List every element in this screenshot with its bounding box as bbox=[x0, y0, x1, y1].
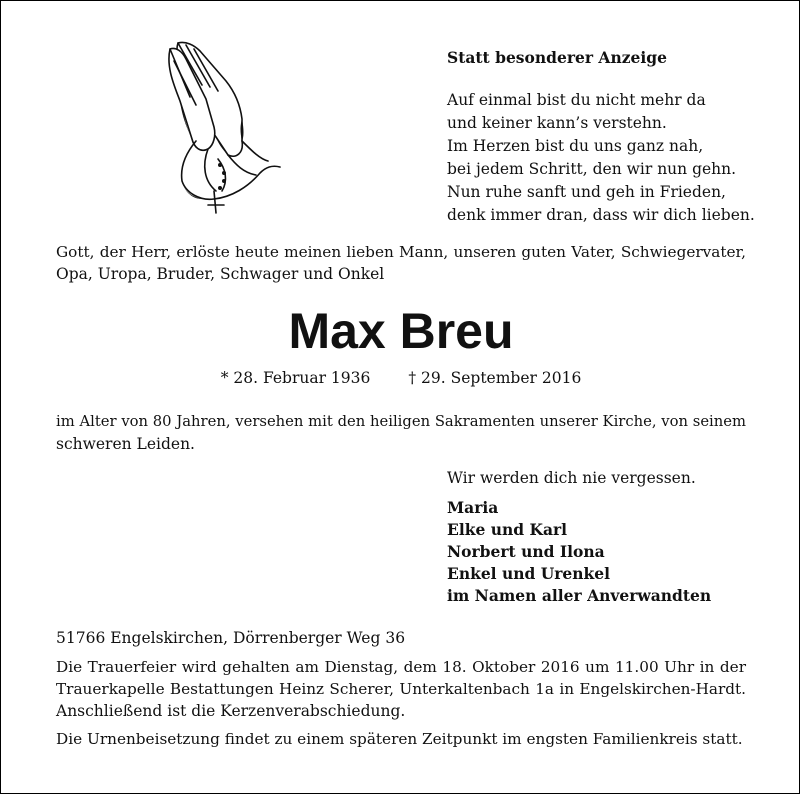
funeral-line: Die Trauerfeier wird gehalten am Dienstag, dem 18. Oktober 2016 um 11.00 Uhr in der bbox=[56, 658, 746, 676]
address: 51766 Engelskirchen, Dörrenberger Weg 36 bbox=[56, 629, 406, 647]
funeral-line: Trauerkapelle Bestattungen Heinz Scherer, Unterkaltenbach 1a in Engelskirchen-Hardt. bbox=[56, 680, 746, 698]
life-dates bbox=[1, 369, 800, 387]
praying-hands-icon bbox=[156, 41, 291, 221]
poem-line: Nun ruhe sanft und geh in Frieden, bbox=[447, 183, 726, 201]
intro-text bbox=[56, 241, 746, 285]
notice-heading: Statt besonderer Anzeige bbox=[447, 48, 667, 67]
age-text bbox=[56, 411, 746, 455]
urn-burial-text bbox=[56, 728, 746, 750]
poem-line: bei jedem Schritt, den wir nun gehn. bbox=[447, 160, 737, 178]
mourner-name: Enkel und Urenkel bbox=[447, 564, 611, 583]
birth-date: * 28. Februar 1936 bbox=[220, 369, 371, 387]
age-line: im Alter von 80 Jahren, versehen mit den heiligen Sakramenten unserer Kirche, von seinem bbox=[56, 413, 746, 430]
mourner-name: Elke und Karl bbox=[447, 520, 568, 539]
funeral-details bbox=[56, 656, 746, 722]
poem bbox=[447, 89, 755, 227]
urn-line: Die Urnenbeisetzung findet zu einem späteren Zeitpunkt im engsten Familienkreis statt. bbox=[56, 730, 743, 748]
mourner-name: im Namen aller Anverwandten bbox=[447, 586, 712, 605]
poem-line: und keiner kann’s verstehn. bbox=[447, 114, 667, 132]
mourner-name: Norbert und Ilona bbox=[447, 542, 605, 561]
poem-line: Auf einmal bist du nicht mehr da bbox=[447, 91, 706, 109]
farewell-text: Wir werden dich nie vergessen. bbox=[447, 469, 696, 487]
mourner-name: Maria bbox=[447, 498, 499, 517]
age-line: schweren Leiden. bbox=[56, 435, 195, 453]
deceased-name: Max Breu bbox=[288, 303, 514, 359]
mourners-list bbox=[447, 497, 711, 607]
poem-line: Im Herzen bist du uns ganz nah, bbox=[447, 137, 704, 155]
poem-line: denk immer dran, dass wir dich lieben. bbox=[447, 206, 755, 224]
intro-line: Opa, Uropa, Bruder, Schwager und Onkel bbox=[56, 265, 385, 283]
death-date: † 29. September 2016 bbox=[408, 369, 582, 387]
funeral-line: Anschließend ist die Kerzenverabschiedung. bbox=[56, 702, 406, 720]
intro-line: Gott, der Herr, erlöste heute meinen lieben Mann, unseren guten Vater, Schwiegervater, bbox=[56, 243, 746, 261]
